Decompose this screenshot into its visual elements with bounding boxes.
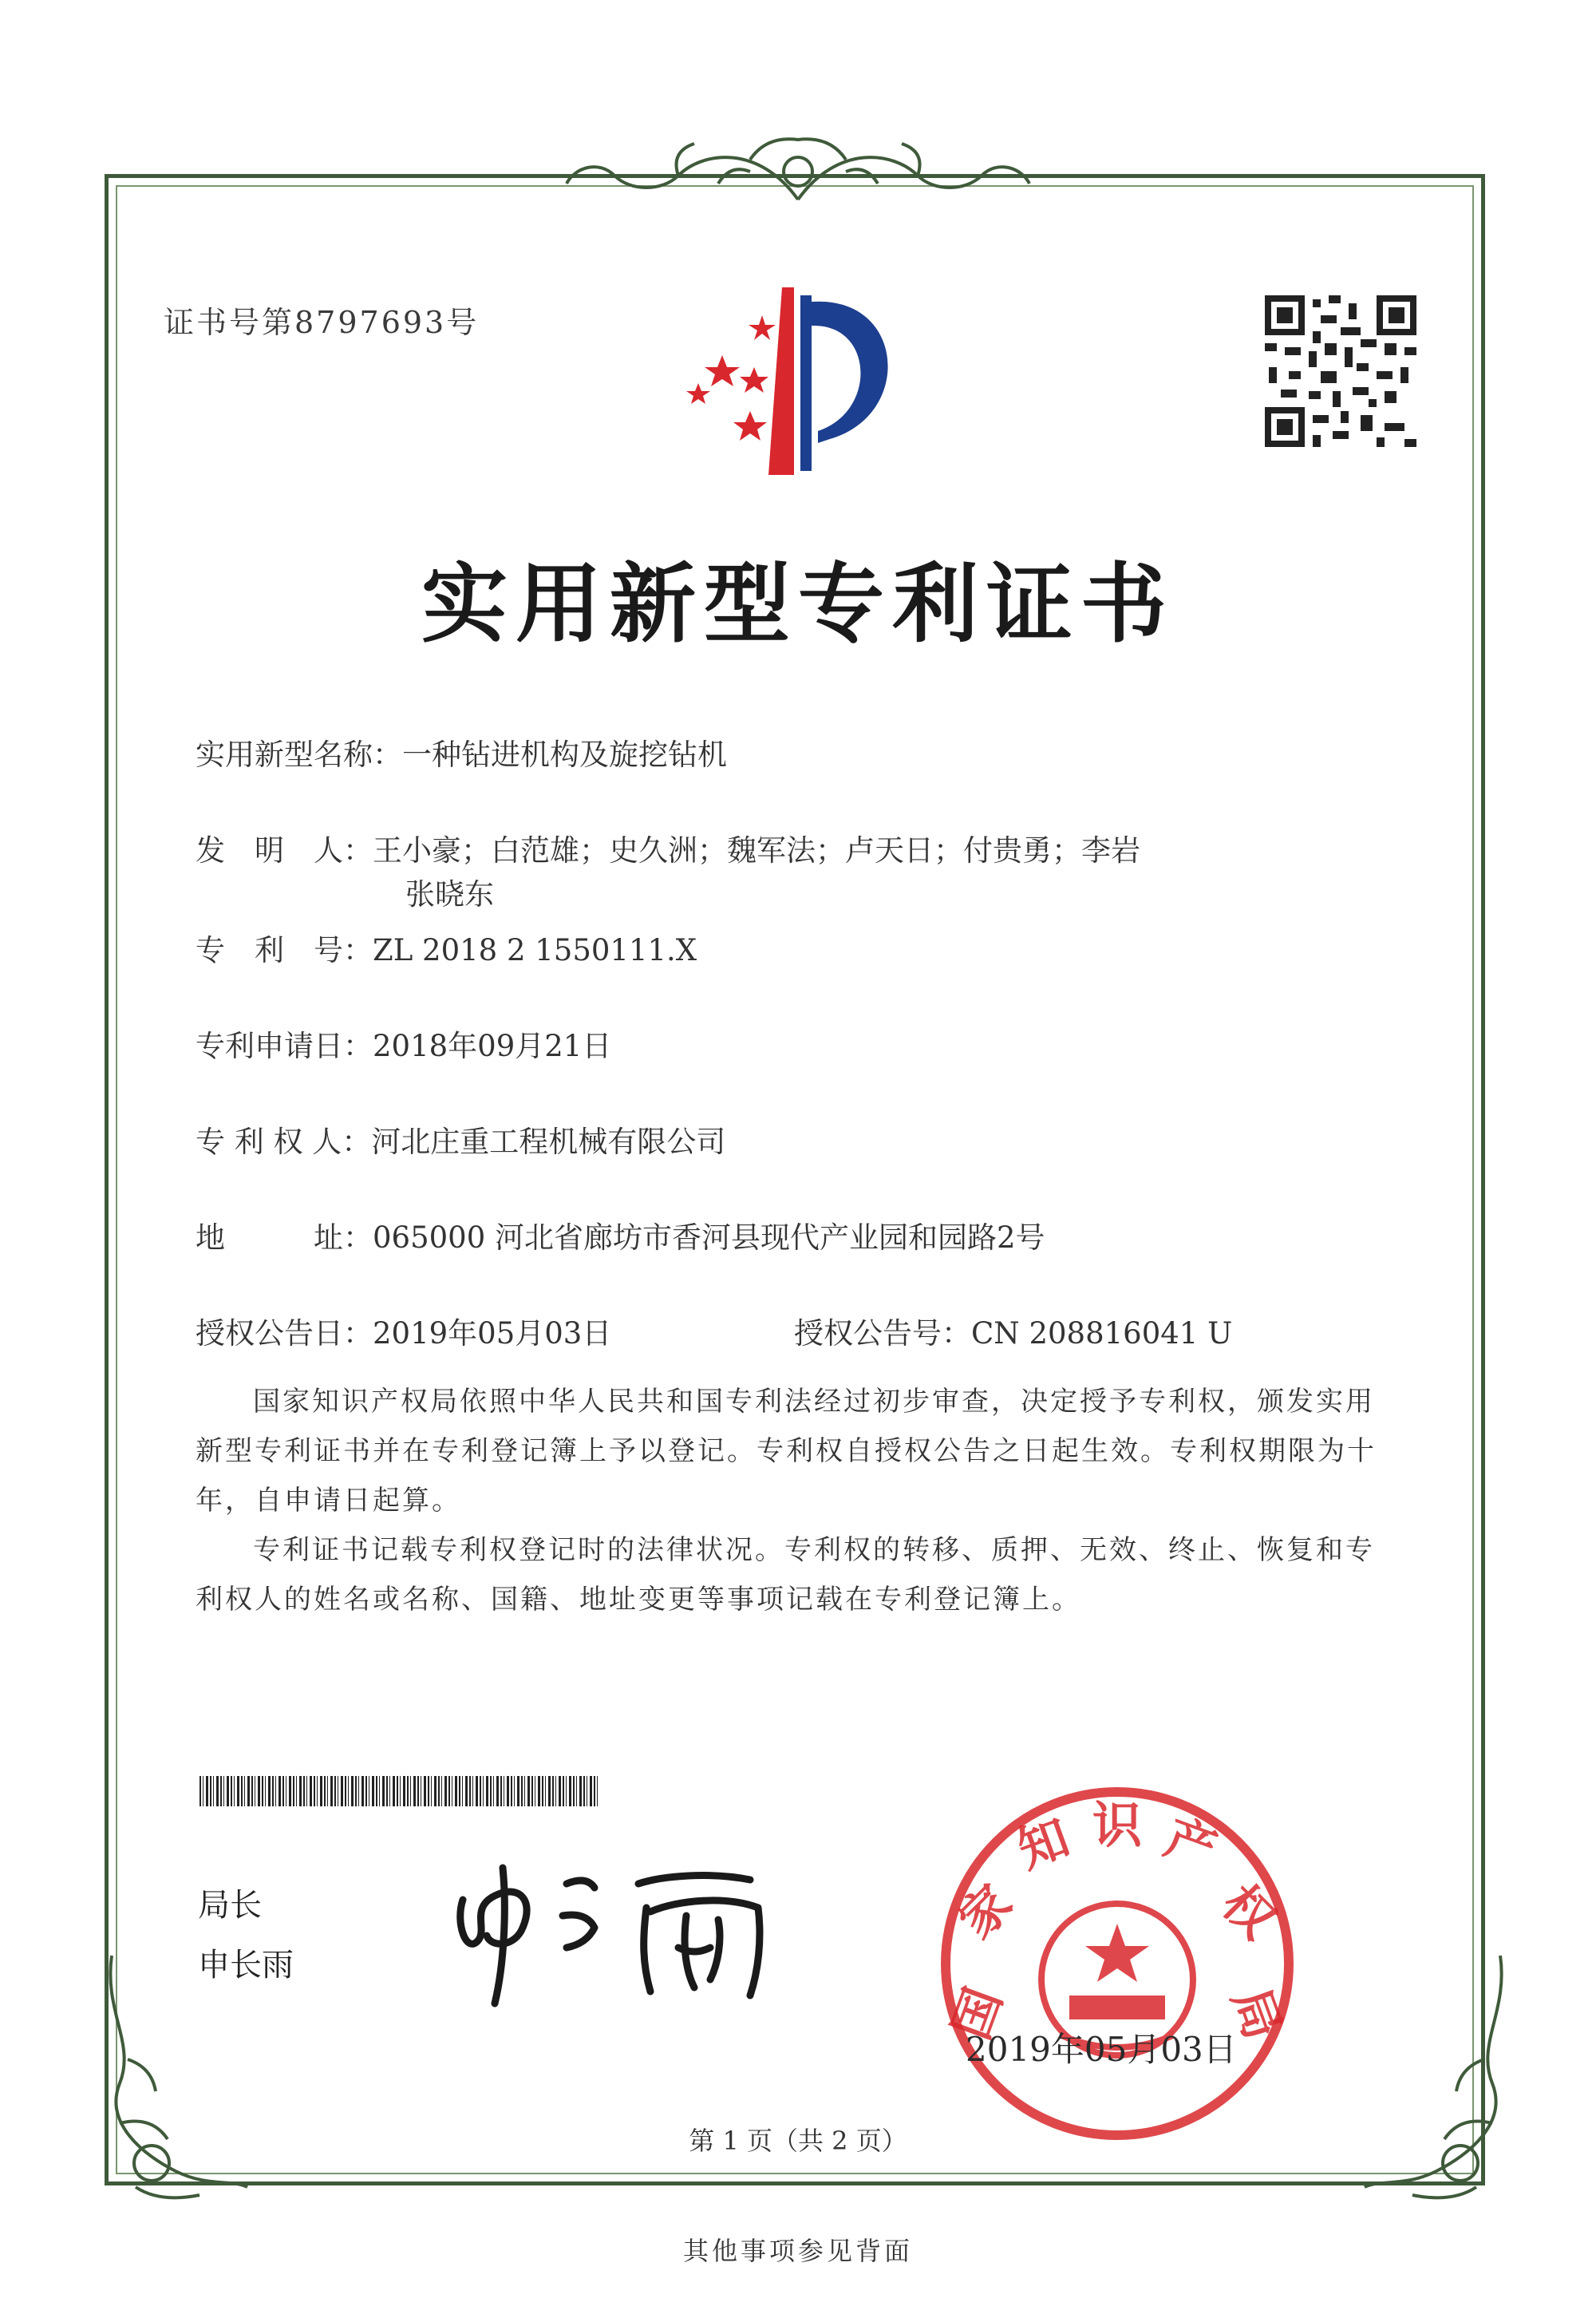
patent-number-row <box>196 926 697 969</box>
bottom-left-ornament <box>96 1948 255 2211</box>
director-name: 申长雨 <box>198 1947 294 1984</box>
filing-date-label: 专利申请日： <box>196 1029 373 1063</box>
address-label: 地 址： <box>196 1220 373 1255</box>
certificate-title: 实用新型专利证书 <box>421 554 1175 655</box>
barcode <box>200 1776 598 1806</box>
top-ornament <box>559 128 1037 216</box>
back-note: 其他事项参见背面 <box>682 2236 913 2266</box>
svg-text:家: 家 <box>947 1873 1024 1950</box>
patentee-value: 河北庄重工程机械有限公司 <box>371 1125 726 1159</box>
svg-text:局: 局 <box>1221 1980 1294 2047</box>
director-title: 局长 <box>198 1887 262 1924</box>
svg-text:产: 产 <box>1157 1807 1224 1880</box>
patent-number-value: ZL 2018 2 1550111.X <box>373 933 697 967</box>
address-value: 065000 河北省廊坊市香河县现代产业园和园路2号 <box>373 1220 1045 1255</box>
inventor-value-line2: 张晓东 <box>405 877 494 912</box>
legal-paragraph-1: 国家知识产权局依照中华人民共和国专利法经过初步审查，决定授予专利权，颁发实用新型专利证书并在专利登记簿上予以登记。专利权自授权公告之日起生效。专利权期限为十年，自申请日起算。 <box>196 1386 1377 1517</box>
seal-date: 2019年05月03日 <box>966 2030 1237 2069</box>
grant-date-value: 2019年05月03日 <box>373 1316 612 1351</box>
filing-date-row <box>196 1022 611 1065</box>
patent-number-label: 专 利 号： <box>196 933 373 967</box>
svg-text:权: 权 <box>1211 1873 1287 1950</box>
grant-date-label: 授权公告日： <box>196 1316 373 1351</box>
official-seal <box>934 1780 1301 2147</box>
utility-model-name-label: 实用新型名称： <box>196 738 402 772</box>
legal-notice <box>196 1377 1400 1624</box>
patentee-label: 专 利 权 人： <box>196 1125 372 1159</box>
patent-office-logo <box>674 279 922 479</box>
inventor-row <box>196 826 1140 869</box>
utility-model-name-row <box>196 730 727 773</box>
svg-text:识: 识 <box>1092 1796 1143 1854</box>
grant-date-row <box>196 1309 611 1352</box>
svg-text:国: 国 <box>941 1980 1013 2047</box>
grant-number-label: 授权公告号： <box>794 1316 971 1351</box>
qr-code <box>1265 295 1416 447</box>
certificate-number: 证书号第8797693号 <box>164 305 480 340</box>
filing-date-value: 2018年09月21日 <box>373 1029 612 1063</box>
page-number: 第 1 页（共 2 页） <box>689 2126 907 2156</box>
inventor-label: 发 明 人： <box>196 833 373 868</box>
patentee-row <box>196 1117 725 1161</box>
grant-number-value: CN 208816041 U <box>971 1316 1233 1351</box>
svg-text:知: 知 <box>1010 1807 1077 1880</box>
legal-paragraph-2: 专利证书记载专利权登记时的法律状况。专利权的转移、质押、无效、终止、恢复和专利权人的姓名或名称、国籍、地址变更等事项记载在专利登记簿上。 <box>196 1534 1375 1616</box>
bottom-right-ornament <box>1357 1948 1516 2211</box>
address-row <box>196 1213 1045 1256</box>
grant-number-row <box>794 1309 1232 1352</box>
utility-model-name-value: 一种钻进机构及旋挖钻机 <box>402 738 727 772</box>
director-signature <box>447 1852 798 2011</box>
inventor-value: 王小豪；白范雄；史久洲；魏军法；卢天日；付贵勇；李岩 <box>373 833 1140 868</box>
